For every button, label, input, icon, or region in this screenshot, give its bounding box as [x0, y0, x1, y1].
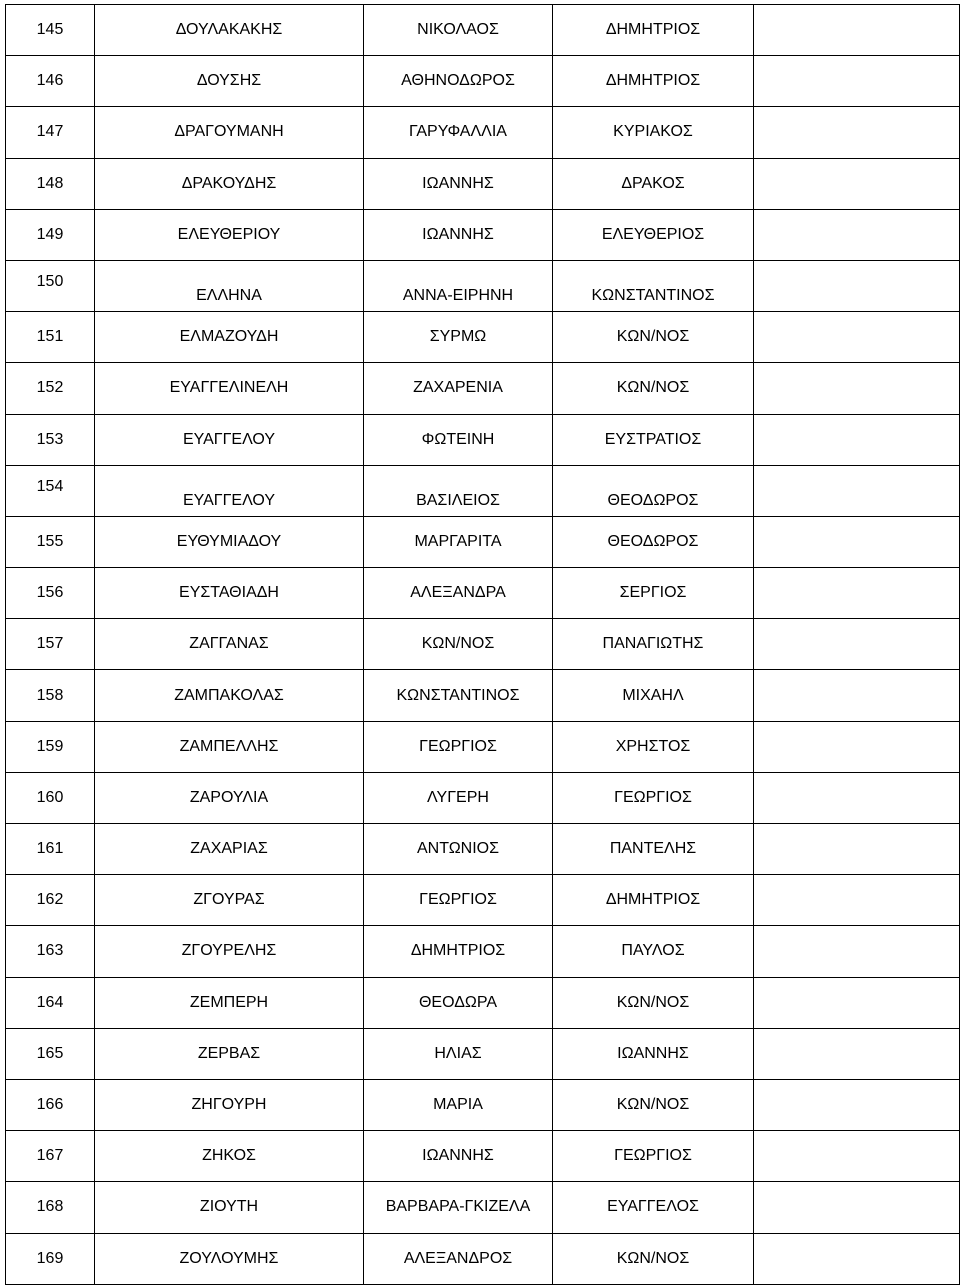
father-name-cell: ΠΑΝΤΕΛΗΣ	[553, 824, 754, 875]
father-name-cell: ΘΕΟΔΩΡΟΣ	[553, 516, 754, 567]
row-number-cell: 148	[6, 158, 95, 209]
table-row	[6, 875, 960, 926]
first-name-cell: ΜΑΡΙΑ	[364, 1079, 553, 1130]
father-name-cell: ΕΥΑΓΓΕΛΟΣ	[553, 1182, 754, 1233]
row-number-cell: 162	[6, 875, 95, 926]
empty-cell	[754, 5, 960, 56]
empty-cell	[754, 1028, 960, 1079]
father-name-cell: ΠΑΥΛΟΣ	[553, 926, 754, 977]
surname-cell: ΔΟΥΛΑΚΑΚΗΣ	[95, 5, 364, 56]
father-name-cell: ΚΩΝ/ΝΟΣ	[553, 1233, 754, 1284]
father-name-cell: ΠΑΝΑΓΙΩΤΗΣ	[553, 619, 754, 670]
table-row	[6, 465, 960, 516]
father-name-cell: ΘΕΟΔΩΡΟΣ	[553, 465, 754, 516]
row-number-cell: 169	[6, 1233, 95, 1284]
first-name-cell: ΘΕΟΔΩΡΑ	[364, 977, 553, 1028]
table-row	[6, 363, 960, 414]
empty-cell	[754, 465, 960, 516]
first-name-cell: ΓΕΩΡΓΙΟΣ	[364, 721, 553, 772]
father-name-cell: ΓΕΩΡΓΙΟΣ	[553, 772, 754, 823]
first-name-cell: ΑΛΕΞΑΝΔΡΟΣ	[364, 1233, 553, 1284]
table-row	[6, 209, 960, 260]
table-row	[6, 772, 960, 823]
roster-table	[5, 4, 960, 1285]
surname-cell: ΔΟΥΣΗΣ	[95, 56, 364, 107]
surname-cell: ΕΥΑΓΓΕΛΙΝΕΛΗ	[95, 363, 364, 414]
first-name-cell: ΑΘΗΝΟΔΩΡΟΣ	[364, 56, 553, 107]
empty-cell	[754, 158, 960, 209]
father-name-cell: ΚΩΝ/ΝΟΣ	[553, 312, 754, 363]
row-number-cell: 156	[6, 568, 95, 619]
empty-cell	[754, 1182, 960, 1233]
father-name-cell: ΕΥΣΤΡΑΤΙΟΣ	[553, 414, 754, 465]
first-name-cell: ΖΑΧΑΡΕΝΙΑ	[364, 363, 553, 414]
row-number-cell: 163	[6, 926, 95, 977]
row-number-cell: 151	[6, 312, 95, 363]
first-name-cell: ΓΑΡΥΦΑΛΛΙΑ	[364, 107, 553, 158]
row-number-cell: 149	[6, 209, 95, 260]
row-number-cell: 158	[6, 670, 95, 721]
empty-cell	[754, 568, 960, 619]
row-number-cell: 145	[6, 5, 95, 56]
first-name-cell: ΦΩΤΕΙΝΗ	[364, 414, 553, 465]
empty-cell	[754, 1131, 960, 1182]
father-name-cell: ΜΙΧΑΗΛ	[553, 670, 754, 721]
table-row	[6, 568, 960, 619]
surname-cell: ΖΟΥΛΟΥΜΗΣ	[95, 1233, 364, 1284]
empty-cell	[754, 875, 960, 926]
father-name-cell: ΚΩΝΣΤΑΝΤΙΝΟΣ	[553, 260, 754, 311]
empty-cell	[754, 619, 960, 670]
surname-cell: ΕΥΑΓΓΕΛΟΥ	[95, 414, 364, 465]
empty-cell	[754, 516, 960, 567]
father-name-cell: ΚΩΝ/ΝΟΣ	[553, 977, 754, 1028]
empty-cell	[754, 926, 960, 977]
father-name-cell: ΙΩΑΝΝΗΣ	[553, 1028, 754, 1079]
table-row	[6, 619, 960, 670]
table-row	[6, 414, 960, 465]
empty-cell	[754, 1079, 960, 1130]
father-name-cell: ΔΗΜΗΤΡΙΟΣ	[553, 875, 754, 926]
row-number-cell: 157	[6, 619, 95, 670]
first-name-cell: ΑΛΕΞΑΝΔΡΑ	[364, 568, 553, 619]
table-row	[6, 670, 960, 721]
row-number-cell: 154	[6, 465, 95, 516]
table-row	[6, 1028, 960, 1079]
empty-cell	[754, 209, 960, 260]
surname-cell: ΖΑΡΟΥΛΙΑ	[95, 772, 364, 823]
first-name-cell: ΙΩΑΝΝΗΣ	[364, 209, 553, 260]
row-number-cell: 168	[6, 1182, 95, 1233]
table-row	[6, 5, 960, 56]
father-name-cell: ΔΗΜΗΤΡΙΟΣ	[553, 5, 754, 56]
surname-cell: ΕΛΕΥΘΕΡΙΟΥ	[95, 209, 364, 260]
empty-cell	[754, 414, 960, 465]
surname-cell: ΖΕΜΠΕΡΗ	[95, 977, 364, 1028]
father-name-cell: ΔΗΜΗΤΡΙΟΣ	[553, 56, 754, 107]
surname-cell: ΖΑΜΠΕΛΛΗΣ	[95, 721, 364, 772]
empty-cell	[754, 721, 960, 772]
father-name-cell: ΓΕΩΡΓΙΟΣ	[553, 1131, 754, 1182]
first-name-cell: ΙΩΑΝΝΗΣ	[364, 1131, 553, 1182]
surname-cell: ΕΥΘΥΜΙΑΔΟΥ	[95, 516, 364, 567]
first-name-cell: ΗΛΙΑΣ	[364, 1028, 553, 1079]
first-name-cell: ΙΩΑΝΝΗΣ	[364, 158, 553, 209]
first-name-cell: ΓΕΩΡΓΙΟΣ	[364, 875, 553, 926]
empty-cell	[754, 977, 960, 1028]
row-number-cell: 164	[6, 977, 95, 1028]
empty-cell	[754, 1233, 960, 1284]
first-name-cell: ΒΑΡΒΑΡΑ-ΓΚΙΖΕΛΑ	[364, 1182, 553, 1233]
surname-cell: ΖΕΡΒΑΣ	[95, 1028, 364, 1079]
table-row	[6, 1079, 960, 1130]
surname-cell: ΕΛΜΑΖΟΥΔΗ	[95, 312, 364, 363]
father-name-cell: ΕΛΕΥΘΕΡΙΟΣ	[553, 209, 754, 260]
table-row	[6, 977, 960, 1028]
surname-cell: ΖΑΓΓΑΝΑΣ	[95, 619, 364, 670]
surname-cell: ΖΓΟΥΡΑΣ	[95, 875, 364, 926]
surname-cell: ΔΡΑΚΟΥΔΗΣ	[95, 158, 364, 209]
table-row	[6, 1131, 960, 1182]
table-row	[6, 516, 960, 567]
row-number-cell: 147	[6, 107, 95, 158]
row-number-cell: 146	[6, 56, 95, 107]
first-name-cell: ΔΗΜΗΤΡΙΟΣ	[364, 926, 553, 977]
first-name-cell: ΑΝΝΑ-ΕΙΡΗΝΗ	[364, 260, 553, 311]
empty-cell	[754, 260, 960, 311]
empty-cell	[754, 107, 960, 158]
row-number-cell: 165	[6, 1028, 95, 1079]
first-name-cell: ΛΥΓΕΡΗ	[364, 772, 553, 823]
surname-cell: ΖΗΚΟΣ	[95, 1131, 364, 1182]
first-name-cell: ΑΝΤΩΝΙΟΣ	[364, 824, 553, 875]
row-number-cell: 161	[6, 824, 95, 875]
row-number-cell: 152	[6, 363, 95, 414]
table-row	[6, 158, 960, 209]
father-name-cell: ΚΩΝ/ΝΟΣ	[553, 363, 754, 414]
row-number-cell: 159	[6, 721, 95, 772]
surname-cell: ΖΑΜΠΑΚΟΛΑΣ	[95, 670, 364, 721]
surname-cell: ΕΥΣΤΑΘΙΑΔΗ	[95, 568, 364, 619]
empty-cell	[754, 312, 960, 363]
surname-cell: ΕΛΛΗΝΑ	[95, 260, 364, 311]
surname-cell: ΖΙΟΥΤΗ	[95, 1182, 364, 1233]
first-name-cell: ΝΙΚΟΛΑΟΣ	[364, 5, 553, 56]
table-row	[6, 1182, 960, 1233]
father-name-cell: ΚΥΡΙΑΚΟΣ	[553, 107, 754, 158]
row-number-cell: 155	[6, 516, 95, 567]
first-name-cell: ΚΩΝ/ΝΟΣ	[364, 619, 553, 670]
surname-cell: ΖΑΧΑΡΙΑΣ	[95, 824, 364, 875]
table-row	[6, 107, 960, 158]
table-row	[6, 56, 960, 107]
surname-cell: ΖΗΓΟΥΡΗ	[95, 1079, 364, 1130]
row-number-cell: 160	[6, 772, 95, 823]
first-name-cell: ΣΥΡΜΩ	[364, 312, 553, 363]
surname-cell: ΕΥΑΓΓΕΛΟΥ	[95, 465, 364, 516]
row-number-cell: 167	[6, 1131, 95, 1182]
first-name-cell: ΒΑΣΙΛΕΙΟΣ	[364, 465, 553, 516]
table-row	[6, 721, 960, 772]
row-number-cell: 153	[6, 414, 95, 465]
table-row	[6, 312, 960, 363]
roster-body	[6, 5, 960, 1285]
table-row	[6, 824, 960, 875]
first-name-cell: ΚΩΝΣΤΑΝΤΙΝΟΣ	[364, 670, 553, 721]
surname-cell: ΖΓΟΥΡΕΛΗΣ	[95, 926, 364, 977]
empty-cell	[754, 670, 960, 721]
empty-cell	[754, 824, 960, 875]
row-number-cell: 150	[6, 260, 95, 311]
first-name-cell: ΜΑΡΓΑΡΙΤΑ	[364, 516, 553, 567]
table-row	[6, 926, 960, 977]
empty-cell	[754, 363, 960, 414]
surname-cell: ΔΡΑΓΟΥΜΑΝΗ	[95, 107, 364, 158]
father-name-cell: ΧΡΗΣΤΟΣ	[553, 721, 754, 772]
empty-cell	[754, 772, 960, 823]
father-name-cell: ΣΕΡΓΙΟΣ	[553, 568, 754, 619]
father-name-cell: ΔΡΑΚΟΣ	[553, 158, 754, 209]
father-name-cell: ΚΩΝ/ΝΟΣ	[553, 1079, 754, 1130]
table-row	[6, 1233, 960, 1284]
row-number-cell: 166	[6, 1079, 95, 1130]
table-row	[6, 260, 960, 311]
empty-cell	[754, 56, 960, 107]
